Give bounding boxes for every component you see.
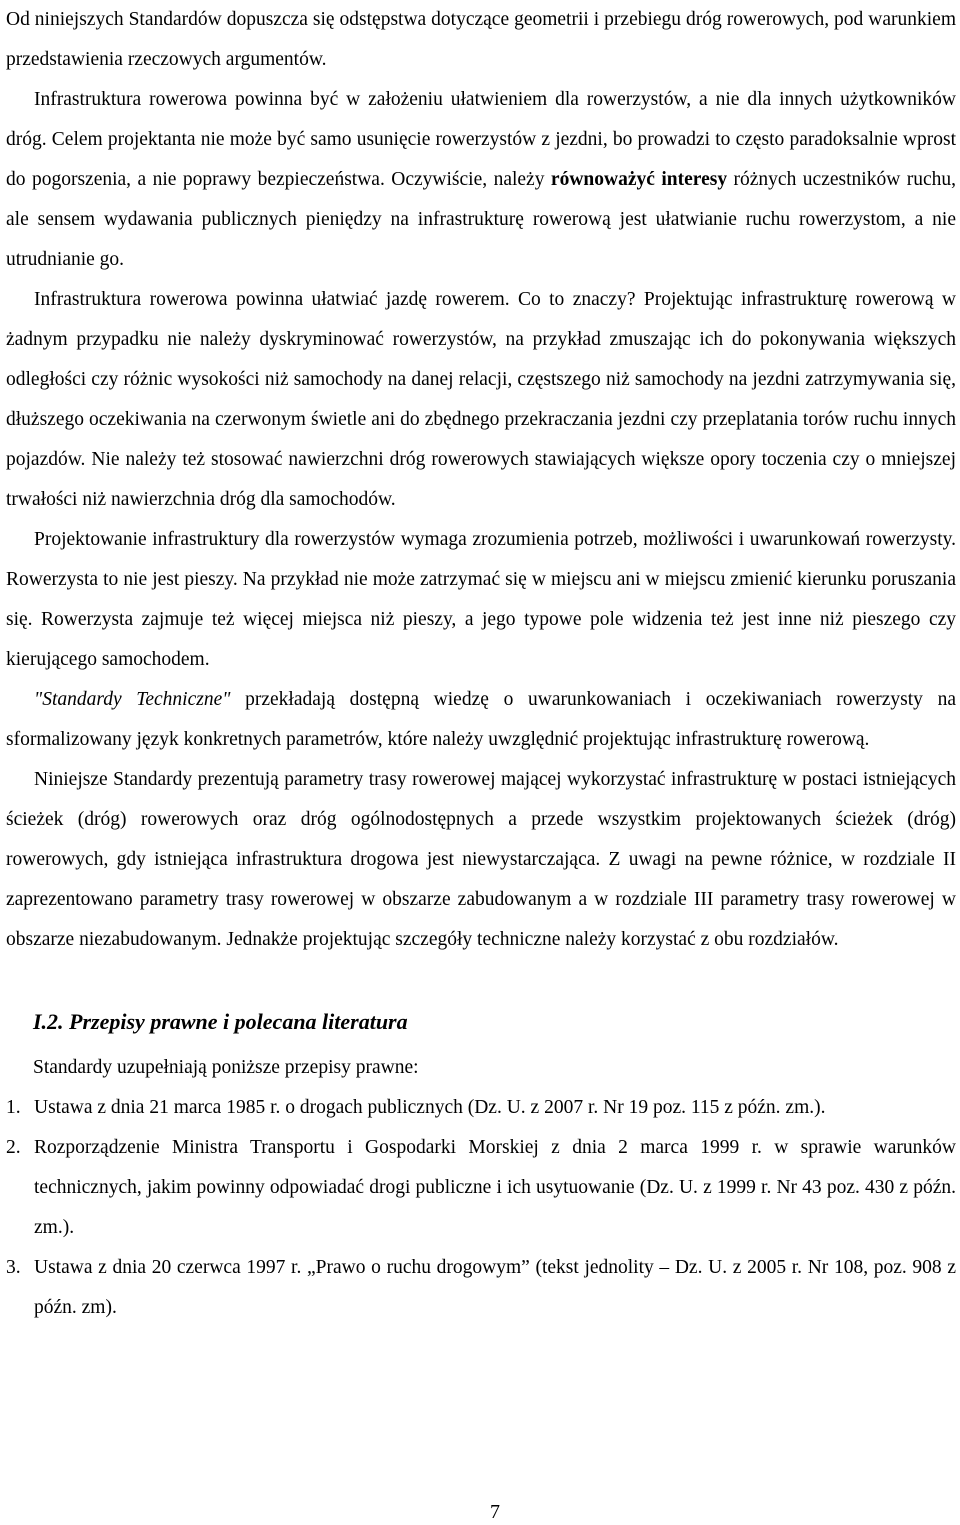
paragraph-technical-standards	[6, 680, 956, 760]
list-item-text: Ustawa z dnia 20 czerwca 1997 r. „Prawo o ruchu drogowym” (tekst jednolity – Dz. U. z 2005 r. Nr 108, poz. 908 z późn. zm).	[34, 1257, 956, 1318]
paragraph-text: przekładają dostępną wiedzę o uwarunkowaniach i oczekiwaniach rowerzysty na sformalizowany język konkretnych parametrów, które należy uwzględnić projektując infrastrukturę rowerową.	[6, 689, 956, 750]
paragraph-deviations: Od niniejszych Standardów dopuszcza się odstępstwa dotyczące geometrii i przebiegu dróg rowerowych, pod warunkiem przedstawienia rzeczowych argumentów.	[6, 9, 956, 70]
legal-acts-list	[6, 1088, 956, 1328]
emphasis-italic: "Standardy Techniczne"	[34, 689, 231, 710]
list-item-number: 3.	[6, 1257, 21, 1278]
list-item	[6, 1128, 956, 1248]
emphasis-bold: równoważyć interesy	[550, 169, 728, 190]
paragraph-scope: Niniejsze Standardy prezentują parametry trasy rowerowej mającej wykorzystać infrastrukturę w postaci istniejących ścieżek (dróg) rowerowych oraz dróg ogólnodostępnych a przede wszystkim projektowanych ścieżek (dróg) rowerowych, gdy istniejąca infrastruktura drogowa jest niewystarczająca. Z uwagi na pewne różnice, w rozdziale II zaprezentowano parametry trasy rowerowej w obszarze zabudowanym a w rozdziale III parametry trasy rowerowej w obszarze niezabudowanym. Jednakże projektując szczegóły techniczne należy korzystać z obu rozdziałów.	[6, 769, 956, 950]
paragraph-text: Infrastruktura rowerowa powinna być w założeniu ułatwieniem dla rowerzystów, a nie dla innych użytkowników dróg. Celem projektanta nie może być samo usunięcie rowerzystów z jezdni, bo prowadzi to często paradoksalnie wprost do pogorszenia, a nie poprawy bezpieczeństwa. Oczywiście, należy	[6, 89, 956, 190]
section-intro: Standardy uzupełniają poniższe przepisy prawne:	[33, 1057, 419, 1078]
paragraph-cyclist-needs: Projektowanie infrastruktury dla rowerzystów wymaga zrozumienia potrzeb, możliwości i uwarunkowań rowerzysty. Rowerzysta to nie jest pieszy. Na przykład nie może zatrzymać się w miejscu ani w miejscu zmienić kierunku poruszania się. Rowerzysta zajmuje też więcej miejsca niż pieszy, a jego typowe pole widzenia też jest inne niż pieszego czy kierującego samochodem.	[6, 529, 956, 670]
paragraph-ease-of-riding: Infrastruktura rowerowa powinna ułatwiać jazdę rowerem. Co to znaczy? Projektując infrastrukturę rowerową w żadnym przypadku nie należy dyskryminować rowerzystów, na przykład zmuszając ich do pokonywania większych odległości czy różnic wysokości niż samochody na danej relacji, częstszego niż samochody na jezdni zatrzymywania się, dłuższego oczekiwania na czerwonym świetle ani do zbędnego przekraczania jezdni czy przeplatania torów ruchu innych pojazdów. Nie należy też stosować nawierzchni dróg rowerowych stawiających większe opory toczenia czy o mniejszej trwałości niż nawierzchnia dróg dla samochodów.	[6, 289, 956, 510]
section-heading: I.2. Przepisy prawne i polecana literatura	[33, 1009, 408, 1034]
paragraph-text: różnych uczestników ruchu, ale sensem wydawania publicznych pieniędzy na infrastrukturę rowerową jest ułatwianie ruchu rowerzystom, a nie utrudnianie go.	[6, 169, 957, 270]
list-item-number: 1.	[6, 1097, 21, 1118]
list-item-text: Ustawa z dnia 21 marca 1985 r. o drogach publicznych (Dz. U. z 2007 r. Nr 19 poz. 115 z późn. zm.).	[34, 1097, 826, 1118]
list-item-text: Rozporządzenie Ministra Transportu i Gospodarki Morskiej z dnia 2 marca 1999 r. w sprawie warunków technicznych, jakim powinny odpowiadać drogi publiczne i ich usytuowanie (Dz. U. z 1999 r. Nr 43 poz. 430 z późn. zm.).	[34, 1137, 956, 1238]
page-number: 7	[490, 1501, 500, 1523]
list-item-number: 2.	[6, 1137, 21, 1158]
document-page	[6, 0, 956, 1328]
list-item	[6, 1088, 956, 1128]
list-item	[6, 1248, 956, 1328]
paragraph-infrastructure-purpose	[6, 80, 956, 280]
